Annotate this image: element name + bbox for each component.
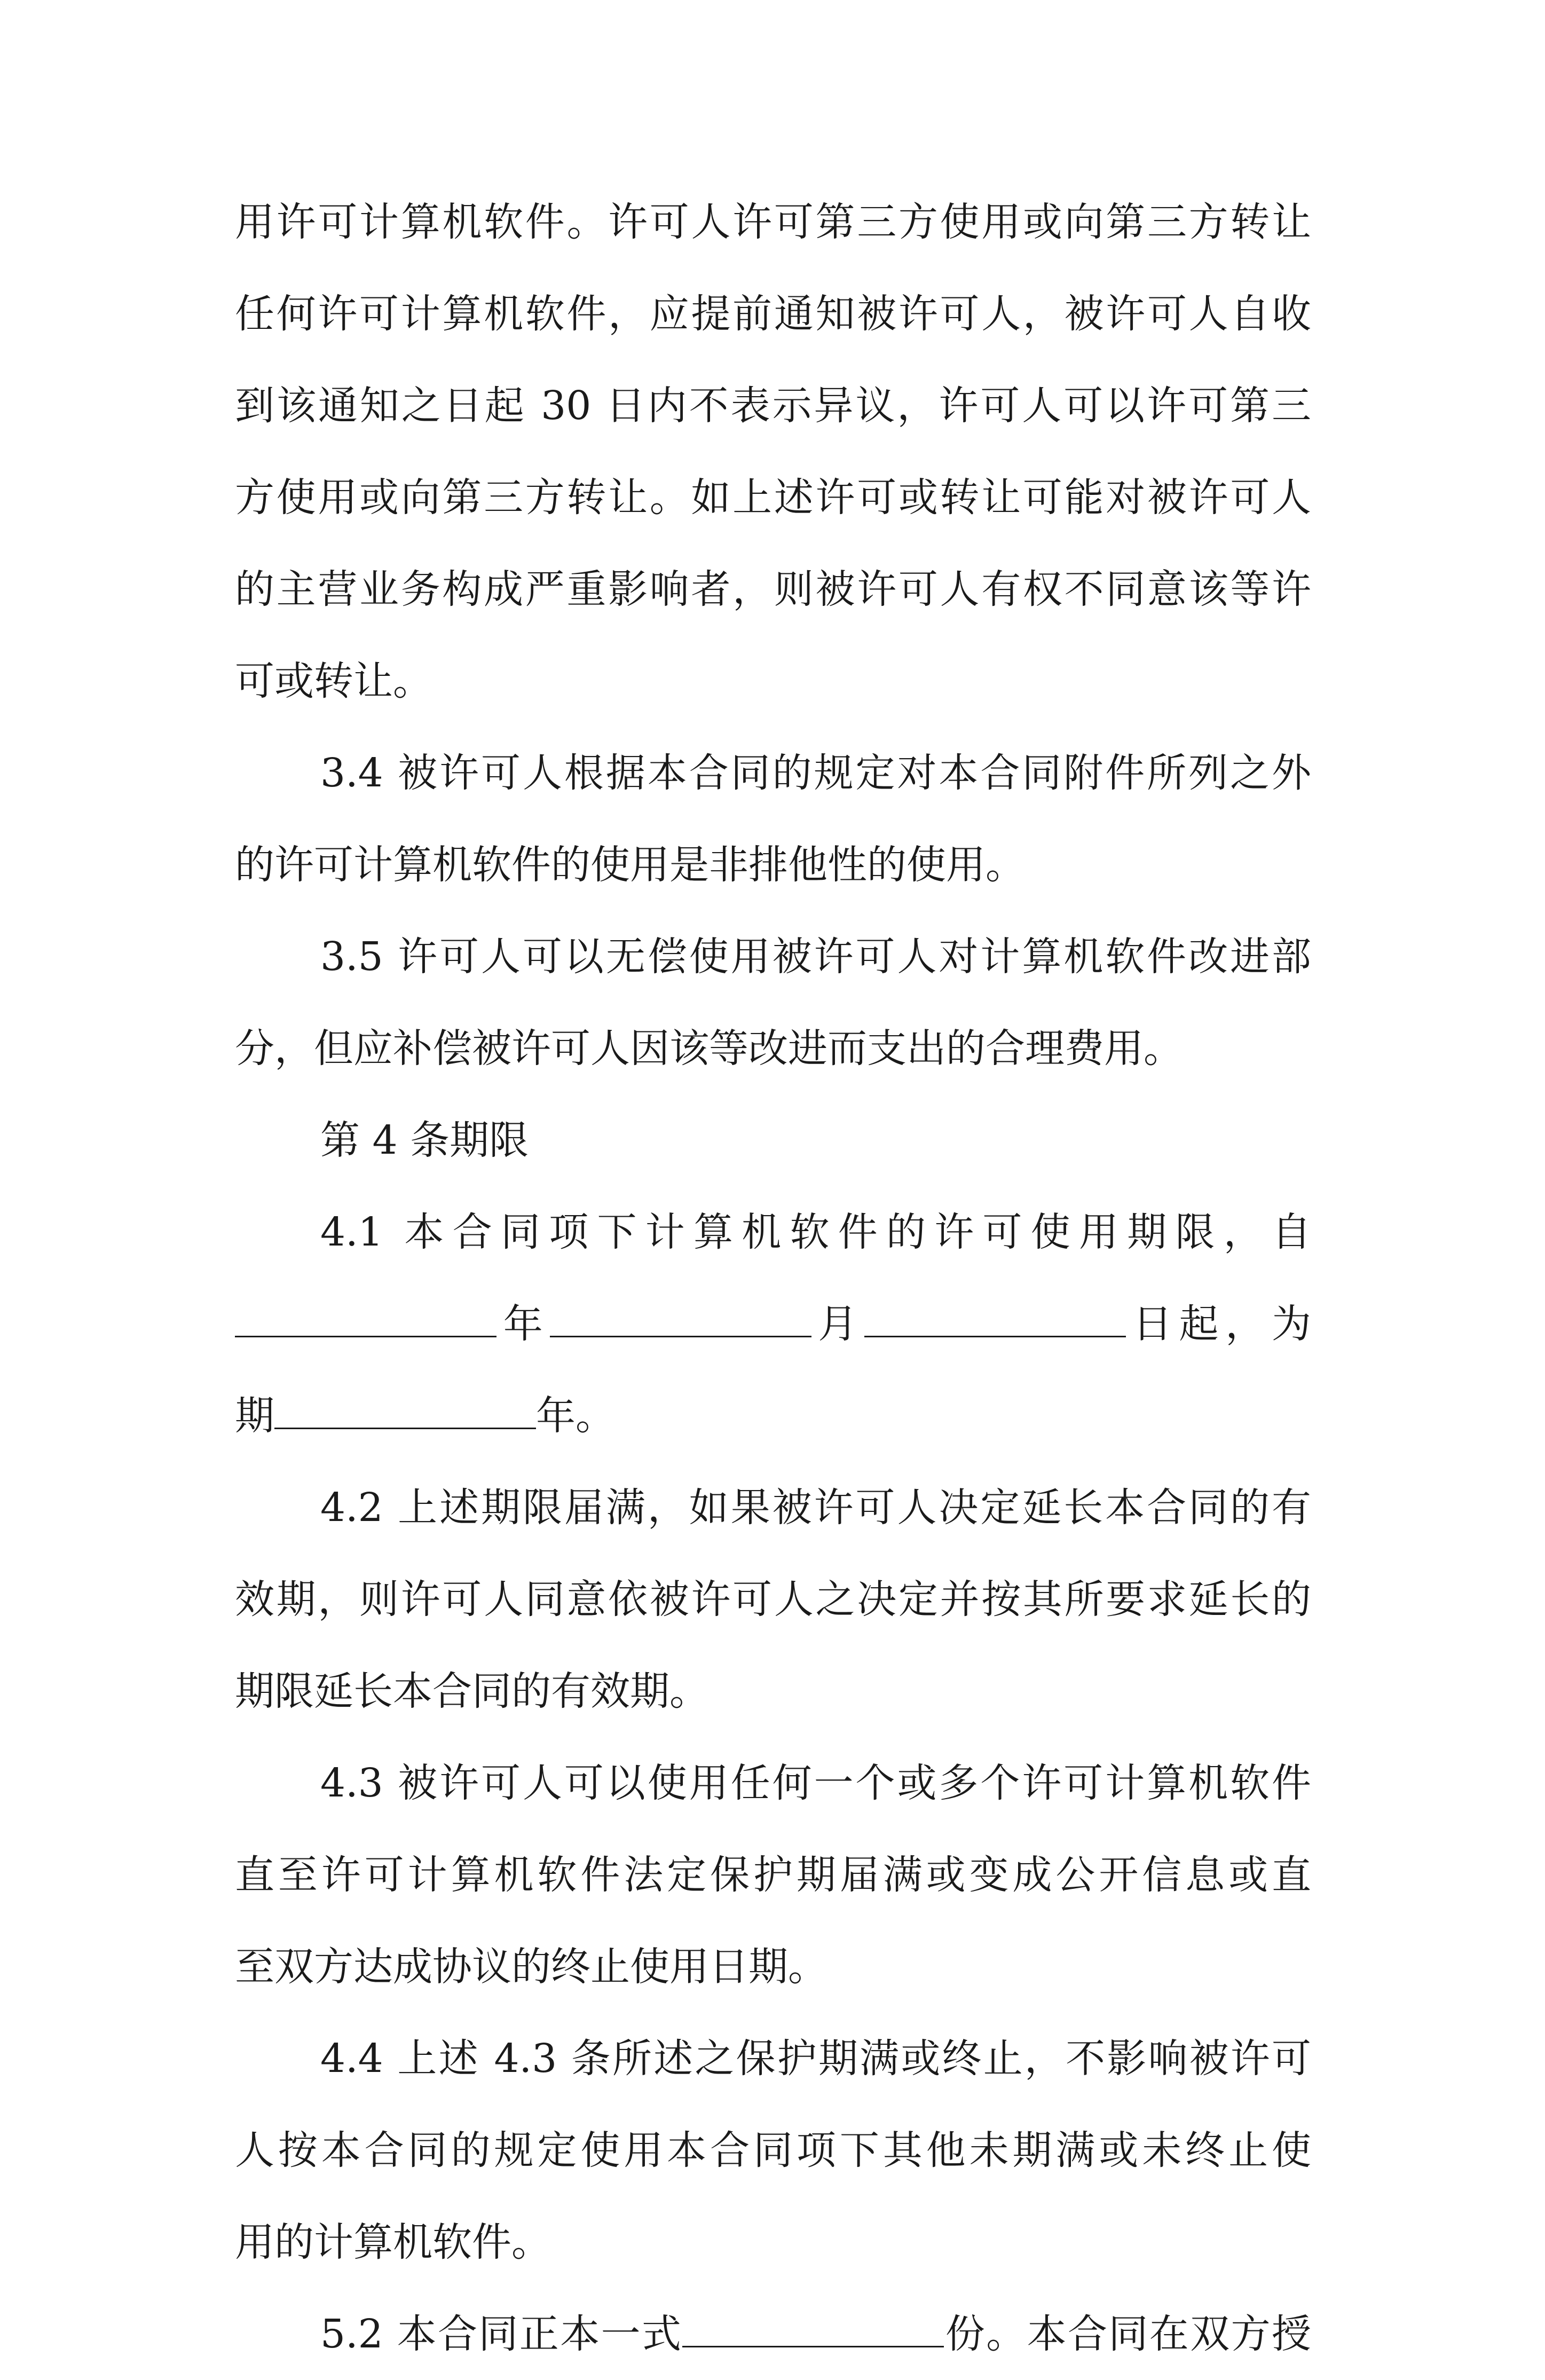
text-line: 到该通知之日起 30 日内不表示异议，许可人可以许可第三 xyxy=(235,383,1311,429)
blank-month-field xyxy=(550,1301,811,1337)
clause-3-4: 3.4 被许可人根据本合同的规定对本合同附件所列之外 xyxy=(320,750,1311,796)
clause-4-4: 4.4 上述 4.3 条所述之保护期满或终止，不影响被许可 xyxy=(320,2036,1311,2082)
year-label: 年 xyxy=(496,1301,550,1347)
copies-suffix: 份。本合同在双方授 xyxy=(944,2311,1311,2357)
text-line: 直至许可计算机软件法定保护期届满或变成公开信息或直 xyxy=(235,1852,1311,1898)
clause-4-3: 4.3 被许可人可以使用任何一个或多个许可计算机软件 xyxy=(320,1760,1311,1806)
text-line: 效期，则许可人同意依被许可人之决定并按其所要求延长的 xyxy=(235,1577,1311,1622)
clause-4-1: 4.1 本合同项下计算机软件的许可使用期限，自 xyxy=(320,1209,1311,1255)
text-line: 用许可计算机软件。许可人许可第三方使用或向第三方转让 xyxy=(235,199,1311,245)
blank-copies-field xyxy=(682,2311,944,2347)
text-line: 任何许可计算机软件，应提前通知被许可人，被许可人自收 xyxy=(235,291,1311,337)
article-4-heading: 第 4 条期限 xyxy=(320,1117,529,1163)
text-line: 的许可计算机软件的使用是非排他性的使用。 xyxy=(235,842,1025,888)
text-line: 的主营业务构成严重影响者，则被许可人有权不同意该等许 xyxy=(235,566,1311,612)
term-unit-label: 年。 xyxy=(536,1393,615,1439)
text-line: 可或转让。 xyxy=(235,658,432,704)
clause-4-2: 4.2 上述期限届满，如果被许可人决定延长本合同的有 xyxy=(320,1485,1311,1531)
copies-label: 5.2 本合同正本一式 xyxy=(320,2311,683,2357)
blank-year-field xyxy=(235,1301,496,1337)
blank-term-field xyxy=(274,1392,536,1429)
text-line: 人按本合同的规定使用本合同项下其他未期满或未终止使 xyxy=(235,2127,1311,2173)
date-blanks-line xyxy=(235,1278,1311,1370)
day-label: 日起，为 xyxy=(1126,1301,1311,1347)
term-label: 期 xyxy=(235,1393,274,1439)
text-line: 分，但应补偿被许可人因该等改进而支出的合理费用。 xyxy=(235,1026,1183,1071)
text-line: 期限延长本合同的有效期。 xyxy=(235,1668,709,1714)
clause-5-2 xyxy=(235,2288,1311,2380)
term-line xyxy=(235,1370,1311,1462)
text-line: 至双方达成协议的终止使用日期。 xyxy=(235,1944,827,1990)
document-page xyxy=(235,176,1311,2380)
clause-3-5: 3.5 许可人可以无偿使用被许可人对计算机软件改进部 xyxy=(320,934,1311,980)
blank-day-field xyxy=(864,1301,1126,1337)
text-line: 方使用或向第三方转让。如上述许可或转让可能对被许可人 xyxy=(235,475,1311,521)
text-line: 用的计算机软件。 xyxy=(235,2219,551,2265)
month-label: 月 xyxy=(811,1301,864,1347)
